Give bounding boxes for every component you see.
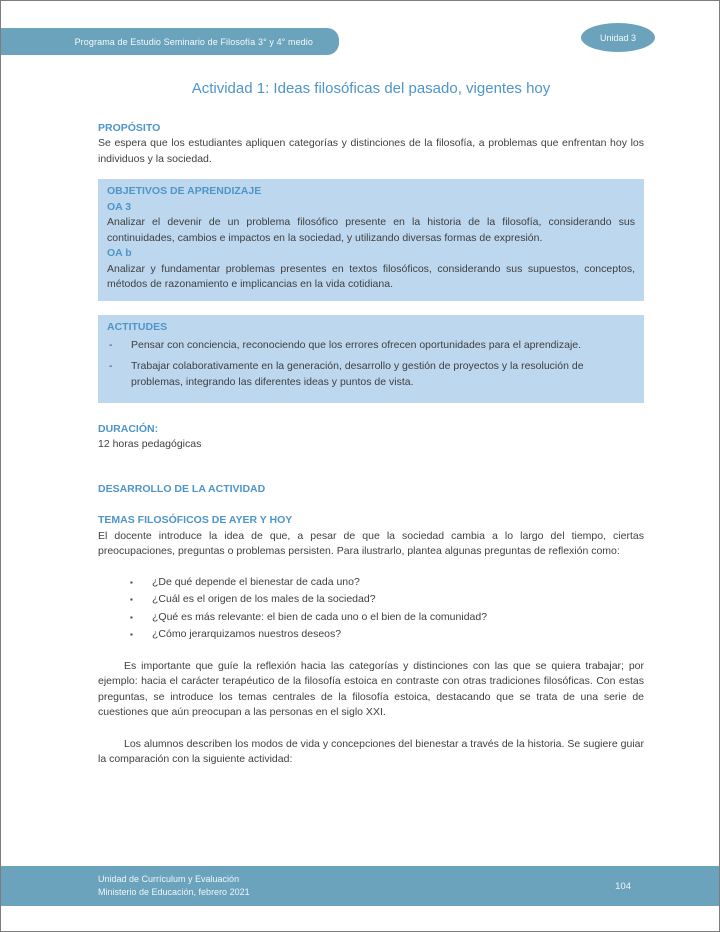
questions-list: [130, 574, 644, 644]
list-item: [130, 626, 644, 644]
dash-marker: -: [109, 339, 113, 351]
objetivos-heading: OBJETIVOS DE APRENDIZAJE: [107, 185, 262, 197]
list-item: [130, 591, 644, 609]
oa3-code: OA 3: [107, 200, 132, 213]
guidance-paragraph: Es importante que guíe la reflexión hacia las categorías y distinciones con las que se quiera trabajar; por ejemplo: hacia el carácter terapéutico de la filosofía estoica en contraste con otras tradiciones filosóficas. Con estas preguntas, se introduce los temas centrales de la filosofía estoica, destacando que se trata de una serie de cuestiones que aún preocupan a las personas en el siglo XXI.: [98, 659, 644, 718]
actitudes-heading: ACTITUDES: [107, 320, 168, 333]
oa3-text: Analizar el devenir de un problema filosófico presente en la historia de la filosofía, considerando sus continuidades, cambios e impactos en la sociedad, y utilizando diversas formas de expresión.: [107, 216, 635, 244]
unit-badge: [581, 23, 655, 52]
header-program-label: Programa de Estudio Seminario de Filosofía 3° y 4° medio: [74, 36, 313, 47]
square-bullet-icon: ▪: [130, 577, 133, 587]
actitudes-list: [107, 337, 635, 391]
duracion-value: 12 horas pedagógicas: [98, 438, 202, 450]
temas-heading: TEMAS FILOSÓFICOS DE AYER Y HOY: [98, 514, 293, 526]
page-number: 104: [615, 880, 631, 892]
question-text: ¿Qué es más relevante: el bien de cada uno o el bien de la comunidad?: [152, 610, 488, 623]
proposito-paragraph: Se espera que los estudiantes apliquen categorías y distinciones de la filosofía, a problemas que enfrentan hoy los individuos y la sociedad.: [98, 137, 644, 165]
actitud-text: Trabajar colaborativamente en la generación, desarrollo y gestión de proyectos y la resolución de problemas, integrando las diferentes ideas y puntos de vista.: [131, 359, 584, 388]
footer-org-line1: Unidad de Currículum y Evaluación: [98, 874, 240, 884]
proposito-section: [98, 121, 644, 168]
list-item: [107, 337, 635, 354]
dash-marker: -: [109, 359, 113, 372]
list-item: [130, 609, 644, 627]
duracion-section: [98, 422, 644, 453]
activity-title: Actividad 1: Ideas filosóficas del pasado, vigentes hoy: [191, 80, 551, 97]
students-paragraph: Los alumnos describen los modos de vida y concepciones del bienestar a través de la historia. Se sugiere guiar la comparación con la siguiente actividad:: [98, 737, 644, 765]
temas-section: [98, 513, 644, 768]
list-item: [107, 358, 635, 391]
objetivos-box: [98, 179, 644, 301]
page-content: [98, 81, 644, 768]
square-bullet-icon: ▪: [130, 630, 133, 639]
oab-text: Analizar y fundamentar problemas presentes en textos filosóficos, considerando sus supuestos, conceptos, métodos de razonamiento e implicancias en la vida cotidiana.: [107, 262, 635, 290]
footer-org-line2: Ministerio de Educación, febrero 2021: [98, 887, 250, 897]
oab-code: OA b: [107, 247, 132, 259]
footer-org-block: [98, 873, 250, 899]
actitudes-box: [98, 315, 644, 403]
desarrollo-heading: DESARROLLO DE LA ACTIVIDAD: [98, 482, 266, 495]
header-program-band: [1, 28, 339, 55]
square-bullet-icon: ▪: [130, 595, 133, 604]
list-item: [130, 574, 644, 592]
question-text: ¿Cuál es el origen de los males de la sociedad?: [152, 593, 376, 605]
question-text: ¿De qué depende el bienestar de cada uno?: [152, 575, 360, 588]
square-bullet-icon: ▪: [130, 612, 133, 622]
duracion-heading: DURACIÓN:: [98, 422, 159, 435]
footer-band: [1, 866, 720, 906]
unit-badge-label: Unidad 3: [599, 32, 637, 43]
actitud-text: Pensar con conciencia, reconociendo que los errores ofrecen oportunidades para el aprendizaje.: [131, 339, 582, 351]
temas-intro-paragraph: El docente introduce la idea de que, a pesar de que la sociedad cambia a lo largo del tiempo, ciertas preocupaciones, preguntas o problemas persisten. Para ilustrarlo, plantea algunas preguntas de reflexión como:: [98, 529, 644, 557]
question-text: ¿Cómo jerarquizamos nuestros deseos?: [152, 628, 342, 640]
proposito-heading: PROPÓSITO: [98, 121, 161, 134]
desarrollo-section: [98, 482, 644, 498]
